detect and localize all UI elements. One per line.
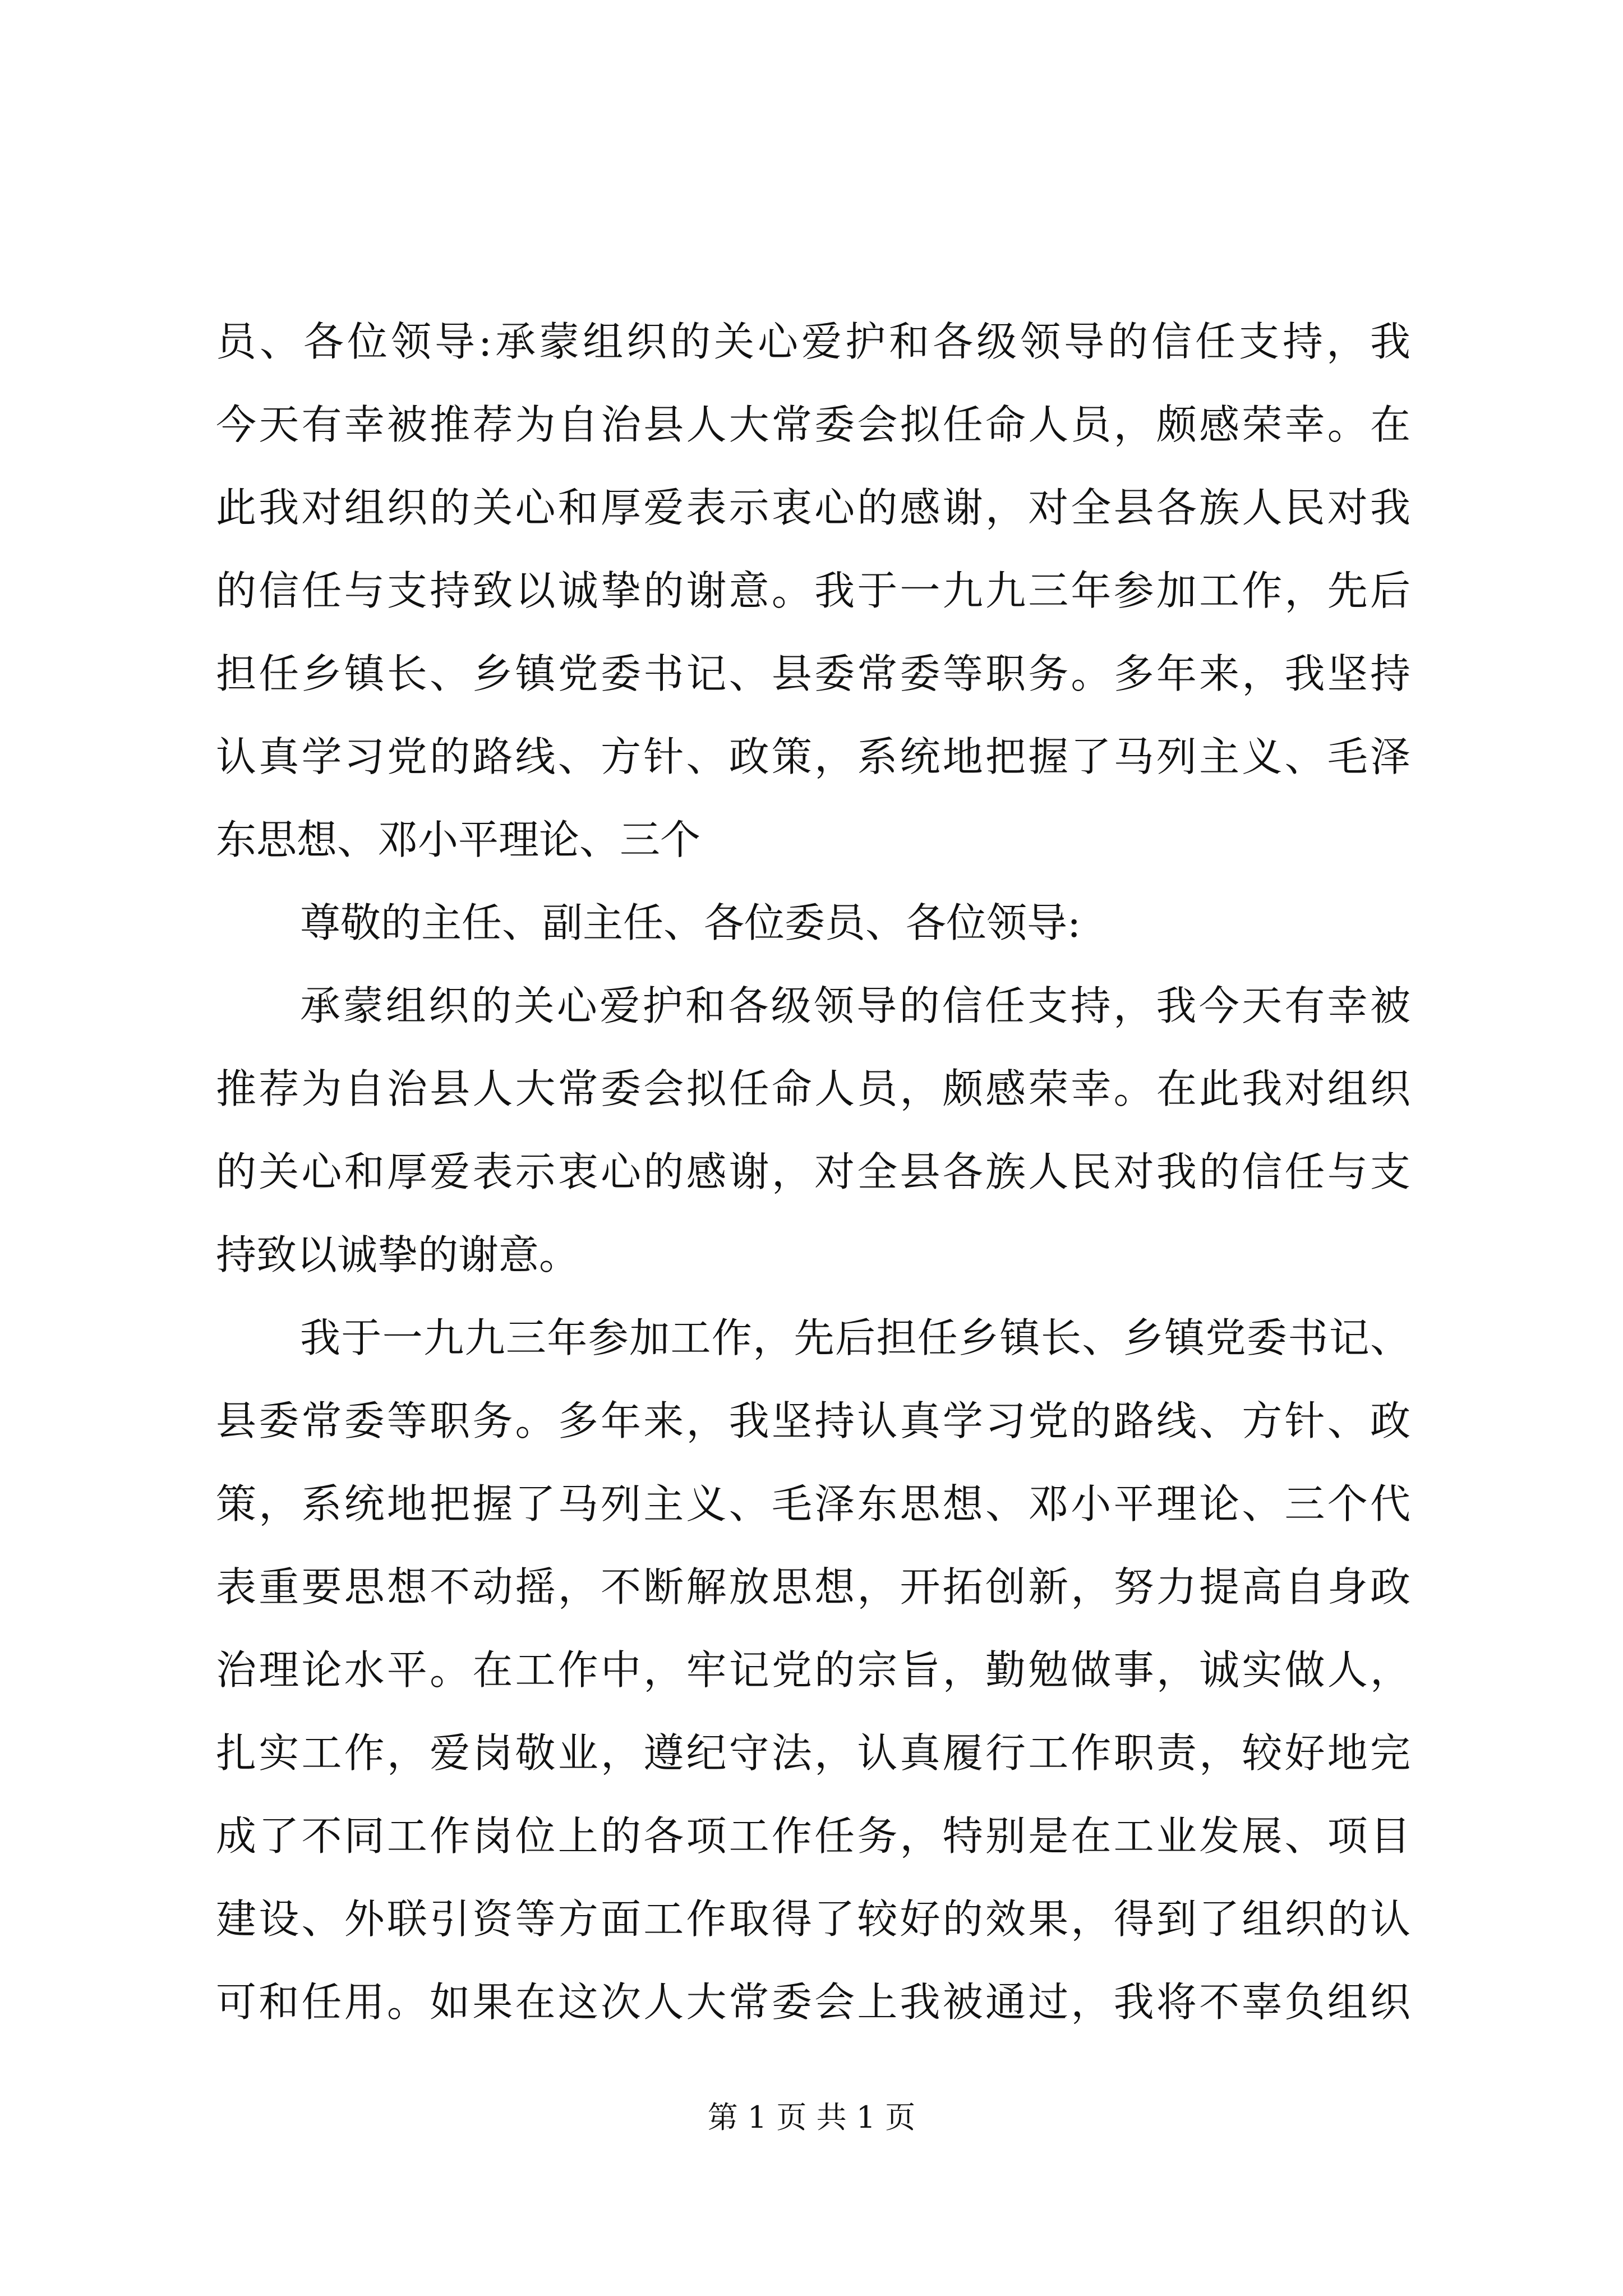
text-line: 东思想、邓小平理论、三个	[216, 816, 701, 863]
text-line: 员、各位领导:承蒙组织的关心爱护和各级领导的信任支持，我	[216, 318, 1410, 365]
text-line: 策，系统地把握了马列主义、毛泽东思想、邓小平理论、三个代	[216, 1480, 1410, 1527]
text-line: 今天有幸被推荐为自治县人大常委会拟任命人员，颇感荣幸。在	[216, 401, 1410, 448]
text-line: 我于一九九三年参加工作，先后担任乡镇长、乡镇党委书记、	[300, 1314, 1410, 1361]
page-footer: 第 1 页 共 1 页	[707, 2100, 916, 2135]
text-line: 扎实工作，爱岗敬业，遵纪守法，认真履行工作职责，较好地完	[216, 1729, 1410, 1777]
text-line: 县委常委等职务。多年来，我坚持认真学习党的路线、方针、政	[216, 1397, 1410, 1444]
text-line: 可和任用。如果在这次人大常委会上我被通过，我将不辜负组织	[216, 1978, 1410, 2026]
text-line: 的信任与支持致以诚挚的谢意。我于一九九三年参加工作，先后	[216, 567, 1410, 614]
text-line: 成了不同工作岗位上的各项工作任务，特别是在工业发展、项目	[216, 1812, 1410, 1860]
text-line: 的关心和厚爱表示衷心的感谢，对全县各族人民对我的信任与支	[216, 1148, 1410, 1195]
text-line: 治理论水平。在工作中，牢记党的宗旨，勤勉做事，诚实做人，	[216, 1646, 1410, 1694]
text-line: 表重要思想不动摇，不断解放思想，开拓创新，努力提高自身政	[216, 1563, 1410, 1611]
text-line: 尊敬的主任、副主任、各位委员、各位领导:	[300, 899, 1081, 946]
text-line: 担任乡镇长、乡镇党委书记、县委常委等职务。多年来，我坚持	[216, 650, 1410, 697]
text-line: 持致以诚挚的谢意。	[216, 1231, 580, 1278]
text-line: 此我对组织的关心和厚爱表示衷心的感谢，对全县各族人民对我	[216, 484, 1410, 531]
text-line: 承蒙组织的关心爱护和各级领导的信任支持，我今天有幸被	[300, 982, 1410, 1029]
document-body	[216, 300, 1410, 2044]
text-line: 建设、外联引资等方面工作取得了较好的效果，得到了组织的认	[216, 1895, 1410, 1943]
text-line: 推荐为自治县人大常委会拟任命人员，颇感荣幸。在此我对组织	[216, 1065, 1410, 1112]
text-line: 认真学习党的路线、方针、政策，系统地把握了马列主义、毛泽	[216, 733, 1410, 780]
